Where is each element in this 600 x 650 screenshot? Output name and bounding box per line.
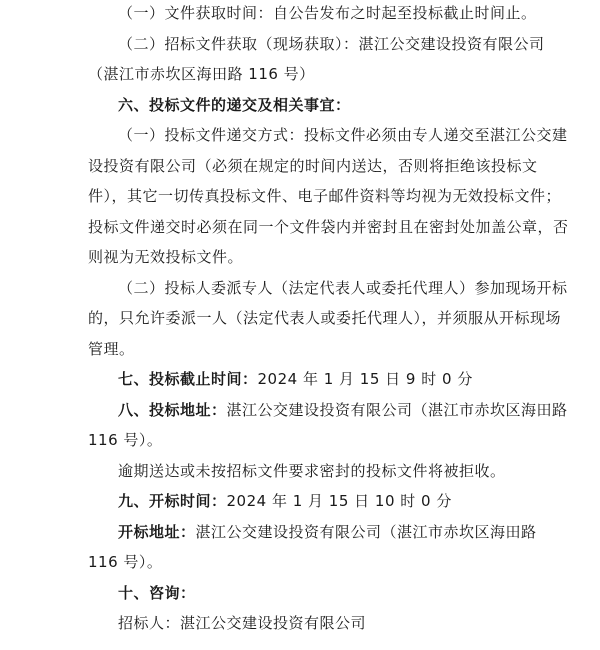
contact-label: 招标人： xyxy=(118,614,181,632)
section-seven-deadline xyxy=(118,364,570,395)
paragraph-file-acquisition-location: （二）招标文件获取（现场获取）：湛江公交建设投资有限公司（湛江市赤坎区海田路 116 号） xyxy=(88,34,545,83)
section-nine-label: 九、开标时间： xyxy=(118,492,227,510)
section-eight-value: 湛江公交建设投资有限公司（湛江市赤坎区海田路 116 号）。 xyxy=(88,400,568,449)
opening-address-value: 湛江公交建设投资有限公司（湛江市赤坎区海田路 116 号）。 xyxy=(88,522,537,571)
section-nine-opening-time xyxy=(118,486,570,517)
opening-address-label: 开标地址： xyxy=(118,522,196,541)
contact-line xyxy=(88,608,570,639)
section-seven-value: 2024 年 1 月 15 日 9 时 0 分 xyxy=(257,370,473,388)
opening-address xyxy=(88,517,570,578)
section-six-title: 六、投标文件的递交及相关事宜： xyxy=(118,95,351,114)
section-ten-title: 十、咨询： xyxy=(118,583,196,602)
section-eight-address xyxy=(88,395,570,456)
paragraph-file-acquisition-time: （一）文件获取时间：自公告发布之时起至投标截止时间止。 xyxy=(118,4,537,22)
paragraph-submission-method: （一）投标文件递交方式：投标文件必须由专人递交至湛江公交建设投资有限公司（必须在规定的时间内送达，否则将拒绝该投标文件），其它一切传真投标文件、电子邮件资料等均视为无效投标文件；投标文件递交时必须在同一个文件袋内并密封且在密封处加盖公章，否则视为无效投标文件。 xyxy=(88,126,569,266)
section-seven-label: 七、投标截止时间： xyxy=(118,370,258,388)
contact-value: 湛江公交建设投资有限公司 xyxy=(180,614,367,632)
paragraph-late-submission: 逾期送达或未按招标文件要求密封的投标文件将被拒收。 xyxy=(118,461,506,480)
paragraph-representative: （二）投标人委派专人（法定代表人或委托代理人）参加现场开标的，只允许委派一人（法定代表人或委托代理人），并须服从开标现场管理。 xyxy=(88,278,568,358)
section-nine-value: 2024 年 1 月 15 日 10 时 0 分 xyxy=(226,492,452,510)
section-eight-label: 八、投标地址： xyxy=(118,400,227,419)
